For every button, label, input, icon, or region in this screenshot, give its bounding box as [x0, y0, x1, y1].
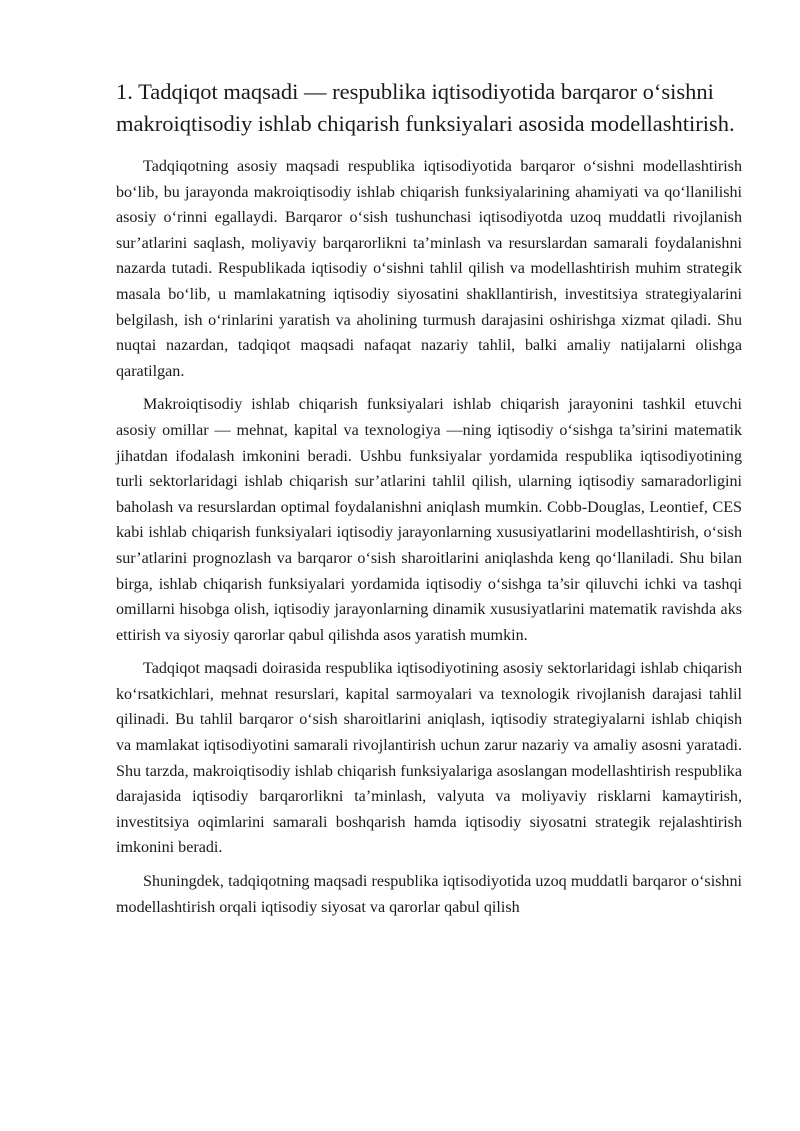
paragraph-3: Tadqiqot maqsadi doirasida respublika iqtisodiyotining asosiy sektorlaridagi ishlab chiqarish ko‘rsatkichlari, mehnat resurslari, kapital sarmoyalari va texnologik rivojlanish darajasi tahlil qilinadi. Bu tahlil barqaror o‘sish sharoitlarini aniqlash, iqtisodiy strategiyalarni ishlab chiqish va mamlakat iqtisodiyotini samarali rivojlantirish uchun zarur nazariy va amaliy asosni yaratadi. Shu tarzda, makroiqtisodiy ishlab chiqarish funksiyalariga asoslangan modellashtirish respublika darajasida iqtisodiy barqarorlikni ta’minlash, valyuta va moliyaviy risklarni kamaytirish, investitsiya oqimlarini samarali boshqarish hamda iqtisodiy siyosatni strategik rejalashtirish imkonini beradi. [116, 660, 742, 857]
paragraph-2: Makroiqtisodiy ishlab chiqarish funksiyalari ishlab chiqarish jarayonini tashkil etuvchi asosiy omillar — mehnat, kapital va texnologiya —ning iqtisodiy o‘sishga ta’sirini matematik jihatdan ifodalash imkonini beradi. Ushbu funksiyalar yordamida respublika iqtisodiyotining turli sektorlaridagi ishlab chiqarish sur’atlarini tahlil qilish, ularning iqtisodiy samaradorligini baholash va resurslardan optimal foydalanishni aniqlash mumkin. Cobb-Douglas, Leontief, CES kabi ishlab chiqarish funksiyalari iqtisodiy jarayonlarning xususiyatlarini modellashtirish, o‘sish sur’atlarini prognozlash va barqaror o‘sish sharoitlarini aniqlashda keng qo‘llaniladi. Shu bilan birga, ishlab chiqarish funksiyalari yordamida iqtisodiy o‘sishga ta’sir qiluvchi ichki va tashqi omillarni hisobga olish, iqtisodiy jarayonlarning dinamik xususiyatlarini matematik ravishda aks ettirish va siyosiy qarorlar qabul qilishda asos yaratish mumkin. [116, 396, 742, 644]
section-heading: 1. Tadqiqot maqsadi — respublika iqtisodiyotida barqaror o‘sishni makroiqtisodiy ishlab chiqarish funksiyalari asosida modellashtirish. [116, 79, 735, 136]
paragraph-4: Shuningdek, tadqiqotning maqsadi respublika iqtisodiyotida uzoq muddatli barqaror o‘sishni modellashtirish orqali iqtisodiy siyosat va qarorlar qabul qilish [116, 873, 742, 916]
document-page [116, 76, 742, 928]
paragraph-1: Tadqiqotning asosiy maqsadi respublika iqtisodiyotida barqaror o‘sishni modellashtirish bo‘lib, bu jarayonda makroiqtisodiy ishlab chiqarish funksiyalarining ahamiyati va qo‘llanilishi asosiy o‘rinni egallaydi. Barqaror o‘sish tushunchasi iqtisodiyotda uzoq muddatli rivojlanish sur’atlarini saqlash, moliyaviy barqarorlikni ta’minlash va resurslardan samarali foydalanishni nazarda tutadi. Respublikada iqtisodiy o‘sishni tahlil qilish va modellashtirish muhim strategik masala bo‘lib, u mamlakatning iqtisodiy siyosatini shakllantirish, investitsiya strategiyalarini belgilash, ish o‘rinlarini yaratish va aholining turmush darajasini oshirishga xizmat qiladi. Shu nuqtai nazardan, tadqiqot maqsadi nafaqat nazariy tahlil, balki amaliy natijalarni olishga qaratilgan. [116, 158, 742, 380]
